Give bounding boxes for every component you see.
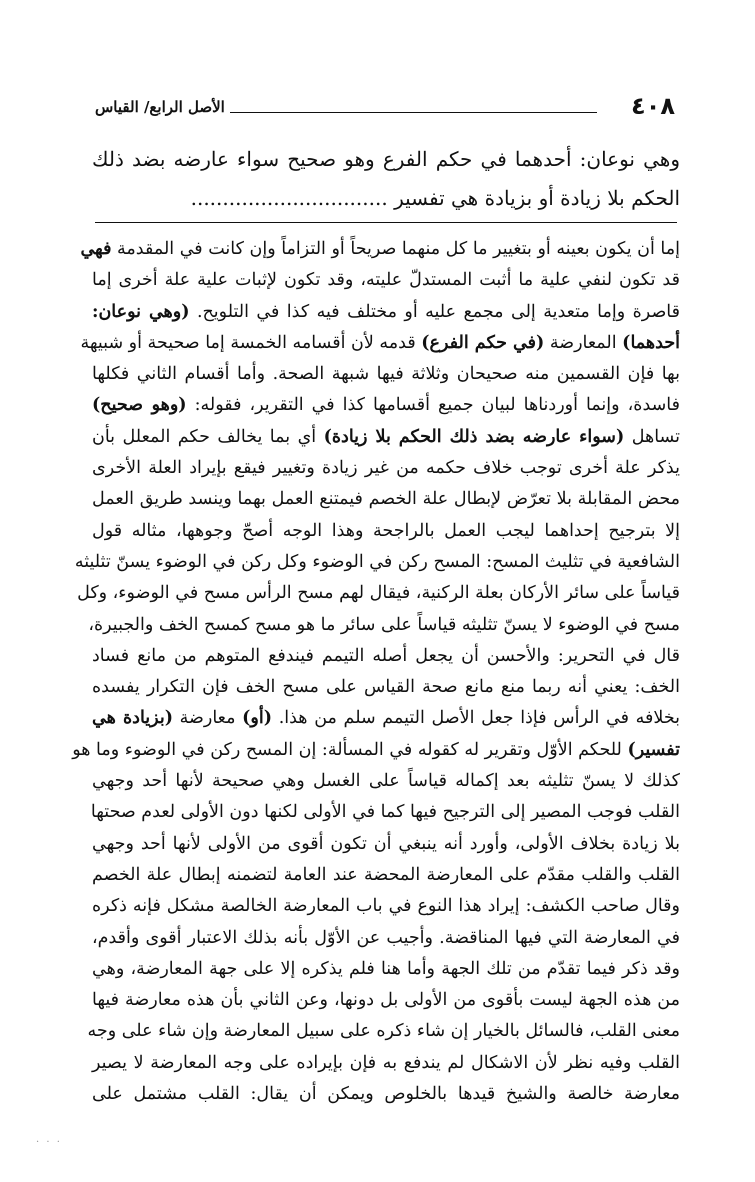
- commentary-line: [92, 297, 680, 328]
- commentary-segment: قال في التحرير: والأحسن أن يجعل أصله التيمم فيندفع المتوهم من مانع فساد: [92, 645, 680, 666]
- commentary-line: [92, 422, 680, 453]
- bold-matn-quote: فهي: [80, 239, 112, 259]
- commentary-segment: الخف: يعني أنه ربما منع مانع صحة القياس على مسح الخف فإن التكرار يفسده: [92, 677, 680, 698]
- commentary-segment: فاسدة، وإنما أوردناها لبيان جميع أقسامها كذا في التقرير، فقوله:: [186, 395, 681, 416]
- commentary-line: [80, 328, 680, 359]
- commentary-line: [92, 265, 680, 296]
- commentary-segment: معنى القلب، فالسائل بالخيار إن شاء ذكره على سبيل المعارضة وإن شاء على وجه: [87, 1021, 680, 1042]
- commentary-line: [92, 516, 680, 547]
- commentary-segment: يذكر علة أخرى توجب خلاف حكمه من غير زيادة وتغيير فيقع بإيراد العلة الأخرى: [92, 458, 680, 479]
- commentary-segment: بخلافه في الرأس فإذا جعل الأصل التيمم سلم من هذا.: [272, 708, 680, 729]
- commentary-segment: أي بما يخالف حكم المعلل بأن: [92, 426, 324, 447]
- commentary-line: [92, 891, 680, 922]
- commentary-segment: من هذه الجهة ليست بأقوى من الأولى بل دونها، وعن الثاني بأن هذه معارضة فيها: [92, 990, 680, 1011]
- commentary-segment: إما أن يكون بعينه أو بتغيير ما كل منهما صريحاً أو التزاماً وإن كانت في المقدمة: [111, 239, 680, 259]
- main-text-segment: الحكم بلا زيادة أو بزيادة هي تفسير: [394, 186, 680, 210]
- commentary-line: [80, 234, 680, 265]
- commentary-segment: القلب وفيه نظر لأن الاشكال لم يندفع به فإن بإيراده على وجه المعارضة لا يصير: [92, 1052, 680, 1073]
- commentary-line: [92, 390, 680, 421]
- commentary-line: [88, 610, 680, 641]
- commentary-line: [92, 797, 680, 828]
- commentary-line: [92, 453, 680, 484]
- commentary-segment: إلا بترجيح إحداهما ليجب العمل بالراجحة وهذا الوجه أصحّ وجوهها، مثاله قول: [92, 520, 680, 541]
- main-text: [92, 140, 680, 218]
- commentary-segment: تساهل: [624, 426, 681, 447]
- page-header: [95, 92, 675, 122]
- bold-matn-quote: (أو): [242, 708, 273, 729]
- commentary-segment: محض المقابلة بلا تعرّض لإبطال علة الخصم فيمتنع العمل بهما وينسد طريق العمل: [92, 489, 680, 510]
- commentary-line: [87, 1016, 680, 1047]
- commentary-segment: معارضة خالصة والشيخ قيدها بالخلوص ويمكن أن يقال: القلب مشتمل على: [92, 1084, 680, 1105]
- bold-matn-quote: (سواء عارضه بضد ذلك الحكم بلا زيادة): [323, 426, 625, 447]
- commentary-line: [92, 860, 680, 891]
- commentary-segment: بلا زيادة بخلاف الأولى، وأورد أنه ينبغي أن تكون أقوى من الأولى لأنها أحد وجهي: [92, 833, 680, 854]
- stray-mark: · · ·: [36, 1137, 62, 1148]
- commentary-segment: بها فإن القسمين منه صحيحان وثلاثة فيها شبهة الصحة. وأما أقسام الثاني فكلها: [92, 364, 680, 385]
- commentary-segment: الشافعية في تثليث المسح: المسح ركن في الوضوء وكل ركن في الوضوء يسنّ تثليثه: [74, 551, 680, 572]
- commentary-line: [72, 735, 680, 766]
- running-title: الأصل الرابع/ القياس: [95, 98, 225, 116]
- commentary-text: [72, 234, 681, 1110]
- commentary-segment: قد تكون لنفي علية ما أثبت المستدلّ عليته، وقد تكون لإثبات علية علة أخرى إما: [92, 270, 680, 291]
- commentary-segment: القلب والقلب مقدّم على المعارضة المحضة عند العامة لتضمنه إبطال علة الخصم: [92, 864, 680, 885]
- commentary-segment: في المعارضة التي فيها المناقضة. وأجيب عن الأوّل بأنه بذلك الاعتبار أقوى وأقدم،: [92, 927, 680, 948]
- bold-matn-quote: (في حكم الفرع): [421, 332, 545, 353]
- commentary-line: [92, 985, 680, 1016]
- page-number: ٤٠٨: [631, 92, 675, 120]
- commentary-line: [92, 954, 680, 985]
- bold-matn-quote: أحدهما): [622, 332, 680, 353]
- main-text-line: [92, 179, 680, 218]
- commentary-line: [92, 923, 680, 954]
- section-separator: [95, 222, 677, 223]
- commentary-segment: كذلك لا يسنّ تثليثه بعد إكماله قياساً على الغسل وهي صحيحة لأنها أحد وجهي: [92, 771, 680, 792]
- commentary-line: [92, 1079, 680, 1110]
- commentary-segment: وقد ذكر فيما تقدّم من تلك الجهة وأما هنا فلم يذكره إلا على جهة المعارضة، وهي: [92, 958, 680, 979]
- header-rule: [230, 112, 597, 113]
- commentary-line: [92, 766, 680, 797]
- commentary-segment: معارضة: [172, 708, 243, 729]
- bold-matn-quote: (بزيادة هي: [92, 708, 173, 729]
- commentary-segment: وقال صاحب الكشف: إيراد هذا النوع في باب المعارضة الخالصة مشكل فإنه ذكره: [92, 896, 680, 917]
- commentary-segment: المعارضة: [544, 332, 623, 353]
- commentary-line: [77, 578, 680, 609]
- main-text-line: وهي نوعان: أحدهما في حكم الفرع وهو صحيح سواء عارضه بضد ذلك: [92, 147, 680, 171]
- bold-matn-quote: (وهو صحيح): [92, 395, 187, 416]
- commentary-segment: للحكم الأوّل وتقرير له كقوله في المسألة: إن المسح ركن في الوضوء وما هو: [72, 739, 628, 760]
- commentary-line: [92, 829, 680, 860]
- commentary-line: [74, 547, 680, 578]
- commentary-line: [92, 703, 680, 734]
- commentary-line: [92, 1048, 680, 1079]
- commentary-line: [92, 672, 680, 703]
- bold-matn-quote: (وهي نوعان:: [92, 301, 190, 322]
- commentary-segment: قدمه لأن أقسامه الخمسة إما صحيحة أو شبيهة: [80, 332, 422, 353]
- commentary-segment: مسح في الوضوء لا يسنّ تثليثه قياساً على سائر ما هو مسح كمسح الخف والجبيرة،: [88, 614, 680, 635]
- commentary-line: [92, 641, 680, 672]
- commentary-segment: قاصرة وإما متعدية إلى مجمع عليه أو مختلف فيه كذا في التلويح.: [189, 301, 680, 322]
- commentary-line: [92, 359, 680, 390]
- bold-matn-quote: تفسير): [627, 739, 680, 760]
- commentary-segment: قياساً على سائر الأركان بعلة الركنية، فيقال لهم مسح الرأس مسح في الوضوء، وكل: [77, 583, 680, 604]
- commentary-line: [92, 484, 680, 515]
- main-text-dots: ...............................: [190, 186, 388, 210]
- commentary-segment: القلب فوجب المصير إلى الترجيح فيها كما في الأولى لكنها دون الأولى لعدم صحتها: [90, 802, 680, 823]
